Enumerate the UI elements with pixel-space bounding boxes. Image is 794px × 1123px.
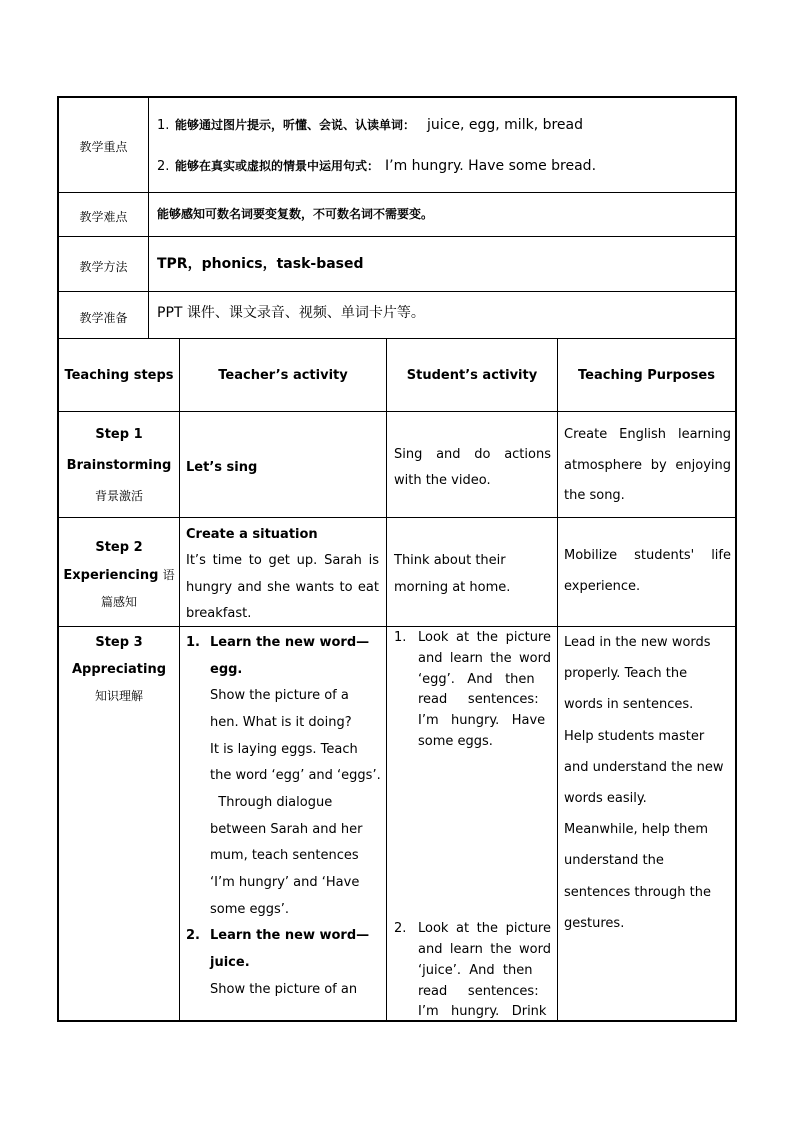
step3-purpose-line-2: words in sentences. [564,697,694,712]
step1-purpose-line3: the song. [564,488,625,503]
step3-teacher-item1-body-0: Show the picture of a [210,688,349,703]
step2-title: Experiencing [63,568,159,583]
step3-student-item1-line-0: Look at the picture [418,630,551,645]
step3-student-item1-line-5: some eggs. [418,734,493,749]
step3-teacher-item1-body-5: between Sarah and her [210,822,363,837]
key-points-label: 教学重点 [79,140,128,154]
step3-teacher-item2-line2: juice. [210,955,250,970]
header-teacher-activity: Teacher’s activity [218,368,348,383]
methods-text: TPR，phonics，task-based [157,256,364,272]
step3-student-item2-line-2: ‘juice’. And then [418,963,533,978]
step3-teacher-item1-body-1: hen. What is it doing? [210,715,352,730]
step3-student-item2-line-3: read sentences: [418,984,539,999]
step3-teacher-item2-num: 2. [186,928,200,943]
preparation-text: PPT 课件、课文录音、视频、单词卡片等。 [157,305,425,321]
step3-student-item1-line-3: read sentences: [418,692,539,707]
step3-student-item1-num: 1. [394,630,407,645]
step3-purpose-line-3: Help students master [564,729,705,744]
step3-teacher-item2-body-0: Show the picture of an [210,982,358,997]
step2-zh-tail: 语 [162,568,175,582]
step3-teacher-item2-line1: Learn the new word— [210,928,370,943]
step2-student-line2: morning at home. [394,580,511,595]
key-point-2-text: 能够在真实或虚拟的情景中运用句式： [175,159,380,173]
step1-purpose-line2: atmosphere by enjoying [564,458,731,473]
step1-teacher: Let’s sing [186,460,258,475]
step2-title-line [59,566,179,585]
methods-label: 教学方法 [79,260,128,274]
key-point-1-words: juice, egg, milk, bread [427,117,584,133]
key-point-1-num: 1. [157,118,170,133]
step3-purpose-line-5: words easily. [564,791,647,806]
step1-zh: 背景激活 [94,489,143,503]
step3-student-item2-line-0: Look at the picture [418,921,551,936]
step1-title: Brainstorming [66,458,172,473]
step3-teacher-item1-body-2: It is laying eggs. Teach [210,742,358,757]
step3-purpose-line-7: understand the [564,853,664,868]
step2-student-line1: Think about their [394,553,506,568]
step2-purpose-line1: Mobilize students' life [564,548,731,563]
step3-student-item1-line-1: and learn the word [418,651,551,666]
step2-teacher-line3: breakfast. [186,606,252,621]
key-point-2 [157,157,596,176]
step3-zh: 知识理解 [94,689,143,703]
step3-purpose-line-6: Meanwhile, help them [564,822,709,837]
header-teaching-purposes: Teaching Purposes [578,368,715,383]
step3-title: Appreciating [71,662,167,677]
step3-teacher-item1-body-7: ‘I’m hungry’ and ‘Have [210,875,360,890]
step3-teacher-item1-line2: egg. [210,662,243,677]
key-point-2-sentence: I’m hungry. Have some bread. [385,158,597,174]
step3-purpose-line-1: properly. Teach the [564,666,688,681]
step2-zh-line2: 篇感知 [100,595,137,609]
step3-student-item1-line-4: I’m hungry. Have [418,713,546,728]
step2-teacher-title: Create a situation [186,527,318,542]
preparation-label: 教学准备 [79,311,128,325]
step3-teacher-item1-body-3: the word ‘egg’ and ‘eggs’. [210,768,381,783]
step2-name: Step 2 [95,540,143,555]
step3-teacher-item1-body-8: some eggs’. [210,902,290,917]
step2-purpose-line2: experience. [564,579,641,594]
step3-teacher-item1-line1: Learn the new word— [210,635,370,650]
step3-teacher-item1-num: 1. [186,635,200,650]
step3-teacher-item1-body-6: mum, teach sentences [210,848,359,863]
step3-purpose-line-4: and understand the new [564,760,724,775]
header-student-activity: Student’s activity [406,368,538,383]
step3-purpose-line-8: sentences through the [564,885,711,900]
step3-student-item2-line-1: and learn the word [418,942,551,957]
step1-purpose-line1: Create English learning [564,427,731,442]
step1-name: Step 1 [95,427,143,442]
step2-teacher-line2: hungry and she wants to eat [186,580,379,595]
step1-student-line1: Sing and do actions [394,447,551,462]
step3-student-item2-num: 2. [394,921,407,936]
difficulties-text: 能够感知可数名词要变复数，不可数名词不需要变。 [157,207,434,221]
step3-purpose-line-0: Lead in the new words [564,635,711,650]
step1-student-line2: with the video. [394,473,491,488]
difficulties-label: 教学难点 [79,210,128,224]
key-point-2-num: 2. [157,159,170,174]
step3-teacher-item1-body-4: Through dialogue [210,795,333,810]
header-teaching-steps: Teaching steps [64,368,174,383]
key-point-1-text: 能够通过图片提示，听懂、会说、认读单词： [175,118,416,132]
step3-student-item1-line-2: ‘egg’. And then [418,672,535,687]
step3-purpose-line-9: gestures. [564,916,625,931]
step3-student-item2-line-4: I’m hungry. Drink [418,1004,547,1019]
step2-teacher-line1: It’s time to get up. Sarah is [186,553,379,568]
key-point-1 [157,116,583,135]
step3-name: Step 3 [95,635,143,650]
